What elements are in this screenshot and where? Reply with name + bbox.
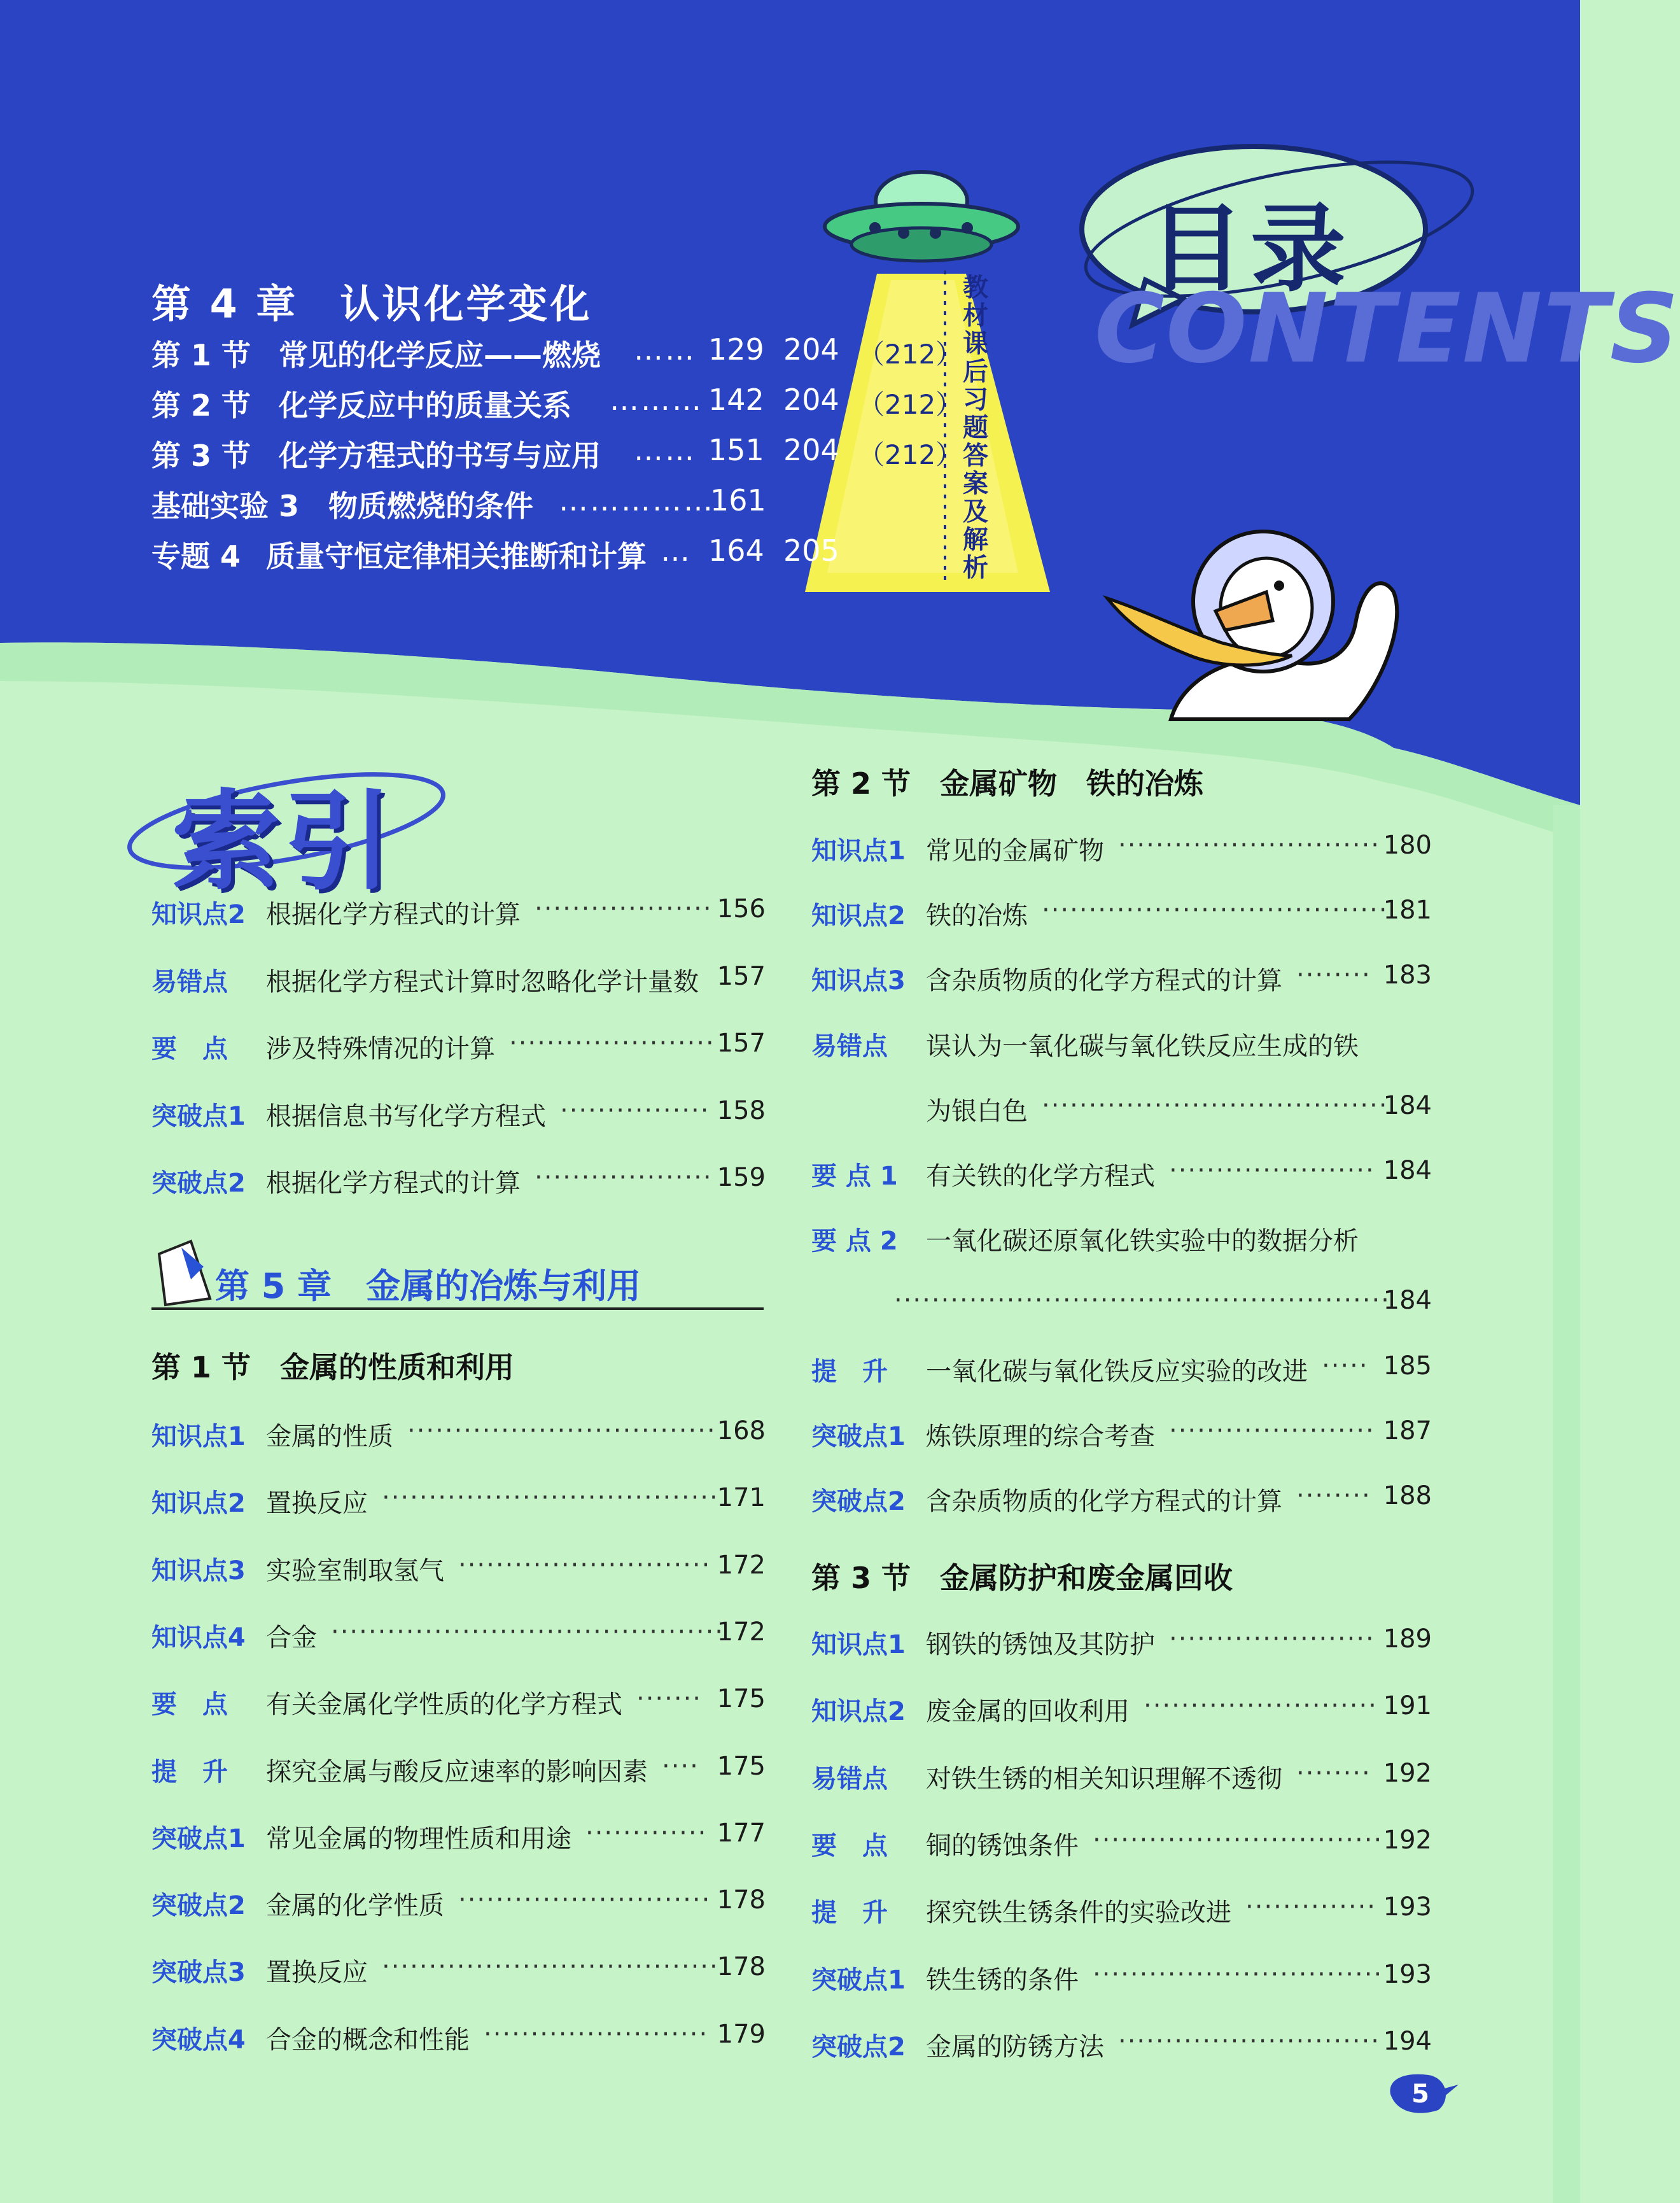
entry-text: 铁的冶炼 bbox=[926, 901, 1028, 931]
entry-leader-dots: ····································· bbox=[1042, 896, 1389, 926]
entry-tag: 突破点1 bbox=[811, 1421, 906, 1451]
entry-text: 合金的概念和性能 bbox=[266, 2025, 470, 2055]
entry-page: 193 bbox=[1383, 1892, 1432, 1922]
index-entry[interactable] bbox=[811, 1759, 1432, 1797]
entry-leader-dots: ······························· bbox=[1093, 1959, 1383, 1989]
index-entry[interactable] bbox=[811, 1960, 1432, 1998]
entry-text: 涉及特殊情况的计算 bbox=[266, 1034, 495, 1064]
toc-solution-page: （212） bbox=[858, 339, 963, 370]
index-entry[interactable] bbox=[151, 1163, 766, 1201]
entry-text: 金属的防锈方法 bbox=[926, 2032, 1104, 2062]
entry-leader-dots: ································· bbox=[407, 1416, 717, 1446]
entry-text: 有关铁的化学方程式 bbox=[926, 1162, 1155, 1191]
toc-row[interactable] bbox=[151, 332, 972, 377]
entry-tag: 突破点4 bbox=[151, 2025, 246, 2055]
toc-row[interactable] bbox=[151, 383, 972, 427]
toc-answer-page: 204 bbox=[783, 433, 839, 467]
entry-text: 根据信息书写化学方程式 bbox=[266, 1101, 546, 1131]
entry-tag: 突破点2 bbox=[151, 1169, 246, 1198]
entry-page: 194 bbox=[1383, 2026, 1432, 2056]
entry-leader-dots: ········ bbox=[1296, 1481, 1371, 1510]
entry-leader-dots: ···································· bbox=[382, 1483, 719, 1513]
entry-tag: 提 升 bbox=[811, 1356, 888, 1386]
index-entry[interactable] bbox=[811, 1026, 1432, 1064]
entry-page: 157 bbox=[717, 961, 766, 991]
entry-tag: 知识点3 bbox=[151, 1556, 246, 1586]
entry-leader-dots: ······················ bbox=[1169, 1416, 1375, 1446]
index-entry[interactable] bbox=[811, 1826, 1432, 1864]
entry-page: 184 bbox=[1383, 1286, 1432, 1316]
contents-watermark: CONTENTS bbox=[1095, 274, 1680, 384]
index-entry[interactable] bbox=[811, 1156, 1432, 1194]
entry-page: 181 bbox=[1383, 896, 1432, 926]
entry-page: 185 bbox=[1383, 1351, 1432, 1381]
entry-leader-dots: ··························· bbox=[458, 1550, 711, 1580]
entry-page: 177 bbox=[717, 1818, 766, 1848]
entry-tag: 突破点1 bbox=[811, 1965, 906, 1995]
entry-page: 191 bbox=[1383, 1691, 1432, 1721]
index-entry[interactable] bbox=[151, 1819, 766, 1857]
entry-text: 实验室制取氢气 bbox=[266, 1556, 444, 1586]
page-title: 目录 bbox=[1149, 194, 1353, 305]
entry-text: 炼铁原理的综合考查 bbox=[926, 1421, 1155, 1451]
entry-tag: 知识点2 bbox=[151, 1489, 246, 1519]
section-title: 第 3 节 金属防护和废金属回收 bbox=[811, 1561, 1233, 1595]
entry-text: 根据化学方程式的计算 bbox=[266, 900, 521, 929]
index-entry[interactable] bbox=[811, 1351, 1432, 1390]
entry-text: 根据化学方程式的计算 bbox=[266, 1169, 521, 1198]
entry-leader-dots: ······················ bbox=[509, 1029, 715, 1058]
entry-tag: 知识点1 bbox=[811, 1630, 906, 1659]
index-entry[interactable] bbox=[151, 1483, 766, 1521]
entry-leader-dots: ··························· bbox=[458, 1885, 711, 1915]
index-entry[interactable] bbox=[811, 1624, 1432, 1663]
index-entry[interactable] bbox=[811, 831, 1432, 869]
toc-title: 化学反应中的质量关系 bbox=[279, 388, 571, 423]
entry-leader-dots: ····················································· bbox=[894, 1286, 1390, 1316]
index-entry[interactable] bbox=[151, 1551, 766, 1589]
entry-tag: 突破点1 bbox=[151, 1824, 246, 1854]
toc-solution-page: （212） bbox=[858, 389, 963, 420]
entry-text: 根据化学方程式计算时忽略化学计量数 bbox=[266, 967, 699, 997]
entry-page: 188 bbox=[1383, 1481, 1432, 1510]
toc-row[interactable] bbox=[151, 533, 972, 578]
entry-page: 175 bbox=[717, 1684, 766, 1714]
toc-row[interactable] bbox=[151, 483, 972, 528]
toc-page: 129 bbox=[708, 332, 764, 367]
entry-leader-dots: ······························· bbox=[1093, 1825, 1383, 1855]
entry-page: 184 bbox=[1383, 1156, 1432, 1185]
entry-leader-dots: ········ bbox=[1296, 1758, 1371, 1788]
index-entry[interactable] bbox=[811, 961, 1432, 999]
toc-dots: …… bbox=[634, 433, 696, 467]
chapter-5-title: 第 5 章 金属的冶炼与利用 bbox=[215, 1266, 641, 1306]
entry-page: 183 bbox=[1383, 961, 1432, 990]
entry-leader-dots: ········ bbox=[1296, 961, 1371, 990]
entry-tag: 知识点2 bbox=[151, 900, 246, 929]
entry-text: 探究金属与酸反应速率的影响因素 bbox=[266, 1757, 648, 1787]
entry-page: 171 bbox=[717, 1483, 766, 1513]
entry-leader-dots: ············· bbox=[585, 1818, 708, 1848]
index-entry[interactable] bbox=[151, 1096, 766, 1134]
index-entry[interactable] bbox=[811, 1286, 1432, 1324]
entry-page: 192 bbox=[1383, 1825, 1432, 1855]
entry-leader-dots: ··················· bbox=[535, 894, 713, 924]
entry-text: 为银白色 bbox=[926, 1096, 1028, 1126]
toc-label: 基础实验 3 bbox=[151, 489, 300, 523]
entry-leader-dots: ························ bbox=[484, 2019, 709, 2049]
entry-page: 158 bbox=[717, 1095, 766, 1125]
entry-leader-dots: ························· bbox=[1144, 1691, 1378, 1721]
entry-leader-dots: ····· bbox=[1322, 1351, 1369, 1381]
entry-tag: 知识点1 bbox=[151, 1422, 246, 1451]
entry-leader-dots: ······················ bbox=[1169, 1156, 1375, 1185]
toc-answer-page: 204 bbox=[783, 332, 839, 367]
entry-leader-dots: ·············· bbox=[1245, 1892, 1377, 1922]
entry-tag: 知识点4 bbox=[151, 1622, 246, 1652]
entry-text: 一氧化碳还原氧化铁实验中的数据分析 bbox=[926, 1227, 1359, 1256]
entry-tag: 要 点 bbox=[811, 1831, 888, 1861]
toc-page: 151 bbox=[708, 433, 764, 467]
chapter-label: 第 4 章 bbox=[151, 281, 298, 327]
entry-text: 合金 bbox=[266, 1622, 317, 1652]
toc-solution-page: （212） bbox=[858, 439, 963, 470]
entry-leader-dots: ······················ bbox=[1169, 1624, 1375, 1654]
entry-leader-dots: ······· bbox=[636, 1684, 703, 1714]
entry-page: 180 bbox=[1383, 831, 1432, 860]
entry-text: 铁生锈的条件 bbox=[926, 1965, 1079, 1995]
index-entry[interactable] bbox=[811, 1091, 1432, 1129]
entry-tag: 要 点 2 bbox=[811, 1227, 898, 1256]
entry-page: 172 bbox=[717, 1617, 766, 1647]
entry-text: 金属的性质 bbox=[266, 1422, 393, 1451]
entry-leader-dots: ···································· bbox=[382, 1952, 719, 1982]
toc-dots: …… bbox=[634, 332, 696, 367]
toc-page: 161 bbox=[710, 483, 766, 517]
entry-page: 168 bbox=[717, 1416, 766, 1446]
entry-leader-dots: ················ bbox=[560, 1095, 710, 1125]
entry-page: 193 bbox=[1383, 1959, 1432, 1989]
entry-tag: 突破点2 bbox=[811, 2032, 906, 2062]
index-entry[interactable] bbox=[811, 1416, 1432, 1454]
entry-leader-dots: ···························· bbox=[1118, 2026, 1381, 2056]
toc-title: 质量守恒定律相关推断和计算 bbox=[266, 539, 647, 574]
entry-tag: 要 点 1 bbox=[811, 1162, 898, 1191]
index-title: 索引 bbox=[172, 779, 396, 905]
entry-text: 含杂质物质的化学方程式的计算 bbox=[926, 1487, 1282, 1516]
entry-page: 157 bbox=[717, 1029, 766, 1058]
toc-page: 164 bbox=[708, 533, 764, 568]
entry-tag: 知识点3 bbox=[811, 966, 906, 996]
entry-leader-dots: ···························· bbox=[1118, 831, 1381, 860]
entry-text: 误认为一氧化碳与氧化铁反应生成的铁 bbox=[926, 1031, 1359, 1061]
entry-page: 172 bbox=[717, 1550, 766, 1580]
entry-page: 175 bbox=[717, 1751, 766, 1781]
page-number: 5 bbox=[1411, 2080, 1429, 2109]
entry-tag: 知识点1 bbox=[811, 836, 906, 866]
entry-text: 有关金属化学性质的化学方程式 bbox=[266, 1690, 622, 1720]
chapter-4-title bbox=[151, 272, 592, 329]
entry-text: 钢铁的锈蚀及其防护 bbox=[926, 1630, 1155, 1659]
entry-tag: 易错点 bbox=[151, 967, 228, 997]
index-entry[interactable] bbox=[811, 1221, 1432, 1259]
entry-text: 金属的化学性质 bbox=[266, 1891, 444, 1921]
entry-tag: 突破点2 bbox=[811, 1487, 906, 1516]
index-entry[interactable] bbox=[151, 962, 766, 1000]
section-title: 第 2 节 金属矿物 铁的冶炼 bbox=[811, 766, 1204, 801]
entry-page: 184 bbox=[1383, 1090, 1432, 1120]
entry-text: 铜的锈蚀条件 bbox=[926, 1831, 1079, 1861]
index-entry[interactable] bbox=[811, 2027, 1432, 2065]
entry-text: 常见金属的物理性质和用途 bbox=[266, 1824, 571, 1854]
toc-answer-page: 205 bbox=[783, 533, 839, 568]
toc-dots: … bbox=[661, 533, 692, 568]
toc-page: 142 bbox=[708, 383, 764, 417]
entry-page: 189 bbox=[1383, 1624, 1432, 1654]
entry-page: 156 bbox=[717, 894, 766, 924]
entry-tag: 要 点 bbox=[151, 1034, 228, 1064]
entry-tag: 提 升 bbox=[151, 1757, 228, 1787]
index-entry[interactable] bbox=[151, 1752, 766, 1790]
index-entry[interactable] bbox=[151, 894, 766, 933]
toc-title: 物质燃烧的条件 bbox=[328, 489, 533, 523]
entry-text: 一氧化碳与氧化铁反应实验的改进 bbox=[926, 1356, 1308, 1386]
toc-title: 化学方程式的书写与应用 bbox=[279, 439, 601, 473]
entry-page: 179 bbox=[717, 2019, 766, 2049]
index-entry[interactable] bbox=[811, 896, 1432, 934]
entry-leader-dots: ····································· bbox=[1042, 1090, 1389, 1120]
entry-text: 常见的金属矿物 bbox=[926, 836, 1104, 866]
section-title: 第 1 节 金属的性质和利用 bbox=[151, 1350, 515, 1384]
toc-label: 专题 4 bbox=[151, 539, 241, 574]
chapter-name: 认识化学变化 bbox=[340, 281, 592, 327]
index-entry[interactable] bbox=[811, 1892, 1432, 1931]
entry-text: 含杂质物质的化学方程式的计算 bbox=[926, 966, 1282, 996]
index-entry[interactable] bbox=[151, 1617, 766, 1656]
entry-tag: 易错点 bbox=[811, 1764, 888, 1794]
entry-tag: 提 升 bbox=[811, 1898, 888, 1928]
entry-tag: 易错点 bbox=[811, 1031, 888, 1061]
index-entry[interactable] bbox=[811, 1481, 1432, 1519]
toc-label: 第 2 节 bbox=[151, 388, 251, 423]
entry-text: 置换反应 bbox=[266, 1958, 368, 1988]
index-entry[interactable] bbox=[151, 1885, 766, 1924]
entry-text: 对铁生锈的相关知识理解不透彻 bbox=[926, 1764, 1282, 1794]
entry-page: 192 bbox=[1383, 1758, 1432, 1788]
entry-page: 178 bbox=[717, 1885, 766, 1915]
index-entry[interactable] bbox=[151, 1416, 766, 1454]
index-entry[interactable] bbox=[151, 1952, 766, 1990]
entry-tag: 知识点2 bbox=[811, 901, 906, 931]
toc-label: 第 1 节 bbox=[151, 338, 251, 372]
index-entry[interactable] bbox=[151, 1684, 766, 1722]
index-entry[interactable] bbox=[151, 2020, 766, 2058]
index-entry[interactable] bbox=[151, 1029, 766, 1067]
index-entry[interactable] bbox=[811, 1691, 1432, 1729]
entry-tag: 突破点2 bbox=[151, 1891, 246, 1921]
toc-row[interactable] bbox=[151, 433, 972, 477]
entry-leader-dots: ·········································· bbox=[331, 1617, 725, 1647]
toc-answer-page: 204 bbox=[783, 383, 839, 417]
entry-text: 探究铁生锈条件的实验改进 bbox=[926, 1898, 1231, 1928]
entry-leader-dots: ··················· bbox=[535, 1163, 713, 1192]
entry-text: 废金属的回收利用 bbox=[926, 1697, 1130, 1727]
entry-tag: 要 点 bbox=[151, 1690, 228, 1720]
entry-page: 187 bbox=[1383, 1416, 1432, 1446]
entry-page: 159 bbox=[717, 1163, 766, 1192]
entry-tag: 知识点2 bbox=[811, 1697, 906, 1727]
entry-page: 178 bbox=[717, 1952, 766, 1982]
answer-key-label: 教材课后习题答案及解析 bbox=[963, 273, 988, 582]
entry-text: 置换反应 bbox=[266, 1489, 368, 1519]
entry-tag: 突破点3 bbox=[151, 1958, 246, 1988]
toc-title: 常见的化学反应——燃烧 bbox=[279, 338, 601, 372]
toc-label: 第 3 节 bbox=[151, 439, 251, 473]
toc-dots: …………… bbox=[559, 483, 715, 517]
toc-dots: ……… bbox=[610, 383, 703, 417]
entry-leader-dots: ···· bbox=[662, 1751, 699, 1781]
entry-tag: 突破点1 bbox=[151, 1101, 246, 1131]
